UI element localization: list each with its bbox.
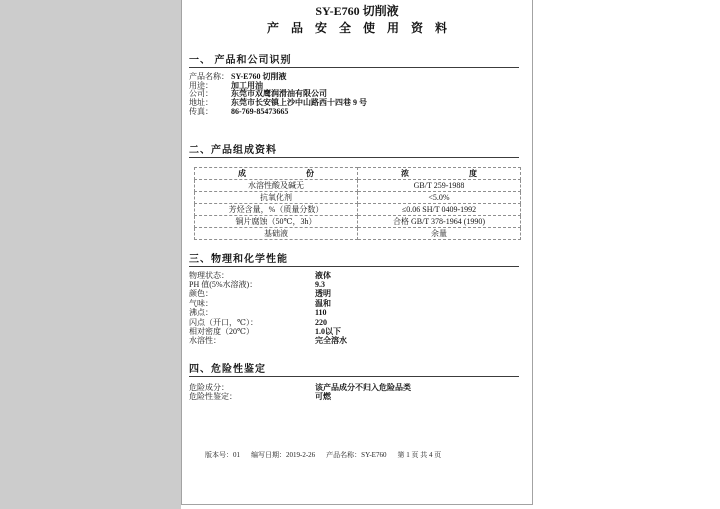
field-label: 气味： [189,298,213,308]
field-label: 相对密度（20℃） [189,326,254,336]
field-label: 危险成分： [189,382,229,392]
field-label: 公司： [189,89,213,99]
concentration-cell: <5.0% [358,191,521,203]
table-row [195,203,521,215]
table-header-row [195,167,521,179]
concentration-cell: 余量 [358,227,521,239]
composition-table [194,167,521,240]
field-label: 沸点： [189,308,213,318]
concentration-header-cell [358,167,521,179]
table-row [195,179,521,191]
field-label: PH 值(5%水溶液)： [189,279,258,289]
field-row-hazardous-components [189,383,532,392]
component-header-cell [195,167,358,179]
field-value: 液体 [315,270,331,280]
component-cell: 抗氧化剂 [195,191,358,203]
concentration-cell: 合格 GB/T 378-1964 (1990) [358,215,521,227]
field-row-hazard-identification [189,392,532,401]
field-value: 可燃 [315,392,331,402]
component-cell: 芳烃含量，%（质量分数） [195,203,358,215]
field-row-fax [189,108,532,117]
field-label: 水溶性： [189,336,221,346]
concentration-cell: ≤0.06 SH/T 0409-1992 [358,203,521,215]
section-1-fields [189,73,532,117]
field-value: 完全溶水 [315,336,347,346]
field-value: 温和 [315,298,331,308]
field-value: SY-E760 切削液 [231,72,287,81]
field-row-physical-state [189,271,532,280]
field-value: 1.0以下 [315,326,341,336]
field-label: 物理状态： [189,270,229,280]
footer-page-number: 第 1 页 共 4 页 [397,451,442,459]
table-row [195,191,521,203]
component-cell: 水溶性酸及碱无 [195,179,358,191]
field-value: 86-769-85473665 [231,106,289,116]
viewer-background-band [0,0,181,509]
field-row-boiling-point [189,308,532,317]
field-value: 9.3 [315,279,325,289]
section-4-heading: 四、危险性鉴定 [189,364,519,377]
section-1-heading: 一、 产品和公司识别 [189,55,519,68]
table-row [195,227,521,239]
field-value: 加工用油 [231,80,263,90]
field-row-relative-density [189,327,532,336]
field-row-ph [189,280,532,289]
footer-date: 编写日期：2019-2-26 [251,451,316,459]
header-char: 度 [469,168,477,178]
header-char: 浓 [401,168,409,178]
field-label: 危险性鉴定： [189,392,237,402]
component-cell: 基础液 [195,227,358,239]
field-label: 颜色： [189,289,213,299]
field-value: 220 [315,317,327,327]
document-footer [205,451,441,459]
field-row-flash-point [189,318,532,327]
field-value: 110 [315,308,327,318]
field-label: 闪点（开口，℃）： [189,317,258,327]
section-3-heading: 三、物理和化学性能 [189,254,519,267]
document-subtitle: 产品安全使用资料 [266,21,459,35]
header-char: 成 [238,168,246,178]
table-row [195,215,521,227]
field-value: 透明 [315,289,331,299]
document-page [181,0,533,505]
field-label: 传真： [189,106,213,116]
footer-product-name: 产品名称：SY-E760 [326,451,387,459]
field-value: 东莞市长安镇上沙中山路西十四巷 9 号 [231,98,367,108]
field-value: 该产品成分不归入危险品类 [315,382,411,392]
field-label: 地址： [189,98,213,108]
field-row-water-solubility [189,336,532,345]
field-value: 东莞市双鹰润滑油有限公司 [231,89,327,99]
field-row-odor [189,299,532,308]
footer-version: 版本号：01 [205,451,240,459]
document-title: SY-E760 切削液 [315,4,399,18]
section-2-heading: 二、产品组成资料 [189,145,519,158]
component-cell: 铜片腐蚀（50℃，3h） [195,215,358,227]
field-label: 产品名称： [189,72,229,81]
header-char: 份 [306,168,314,178]
concentration-cell: GB/T 259-1988 [358,179,521,191]
field-label: 用途： [189,80,213,90]
section-4-fields [189,383,532,402]
field-row-color [189,289,532,298]
section-3-fields [189,271,532,346]
